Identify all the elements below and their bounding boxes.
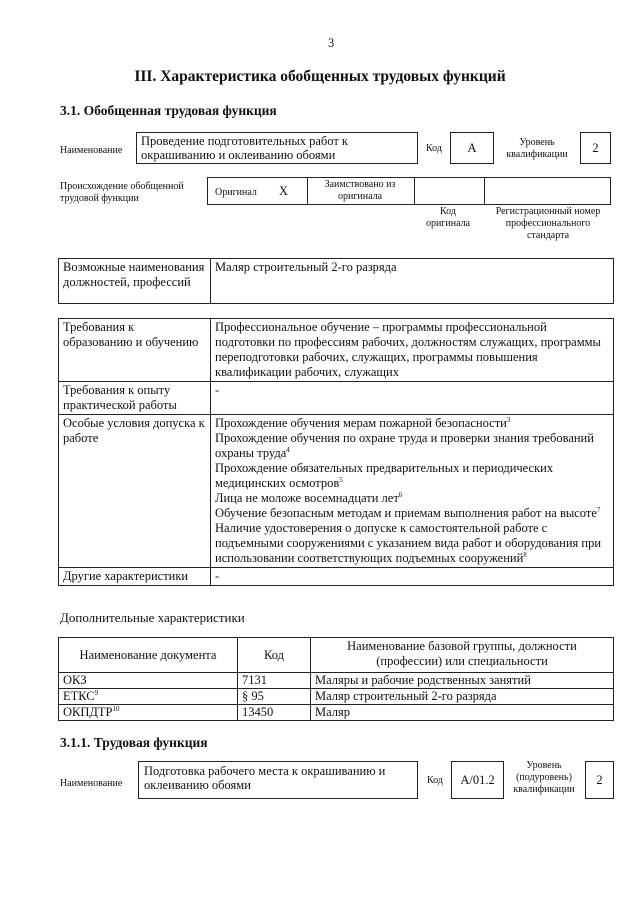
- row-doc: ОКПДТР$^{10}$: [59, 705, 238, 721]
- requirements-table: [58, 318, 614, 586]
- tf-name-label: Наименование: [60, 778, 123, 789]
- positions-label: Возможные наименования должностей, профессий: [59, 259, 211, 304]
- education-value: Профессиональное обучение – программы профессиональной подготовки по профессиям рабочих, должностям служащих, программы переподготовки рабочих, служащих, программы повышения квалификации рабочих, служащих: [211, 319, 614, 382]
- tf-code-value: А/01.2: [460, 773, 495, 787]
- special-item: Наличие удостоверения о допуске к самостоятельной работе с подъемными сооружениями с указанием вида работ и оборудования при использовании соответствующих подъемных сооружений$^8$: [215, 521, 602, 565]
- row-name: Маляры и рабочие родственных занятий: [311, 673, 614, 689]
- special-label: Особые условия допуска к работе: [59, 415, 211, 568]
- row-doc: ОКЗ: [59, 673, 238, 689]
- col-name-header: Наименование базовой группы, должности (профессии) или специальности: [311, 638, 614, 673]
- table-row: [59, 705, 614, 721]
- special-list: [211, 415, 614, 568]
- education-label: Требования к образованию и обучению: [59, 319, 211, 382]
- page-number: 3: [328, 36, 335, 50]
- table-row: [59, 689, 614, 705]
- gtf-level-label: Уровень квалификации: [506, 137, 568, 160]
- gtf-level-box: [580, 132, 611, 164]
- tf-level-label: Уровень (подуровень) квалификации: [513, 760, 575, 795]
- special-item: Прохождение обучения по охране труда и проверки знания требований охраны труда$^4$: [215, 431, 594, 460]
- reg-number-label: Регистрационный номер профессионального стандарта: [495, 206, 601, 241]
- row-code: § 95: [238, 689, 311, 705]
- gtf-name-label: Наименование: [60, 145, 123, 156]
- other-value: -: [211, 568, 614, 586]
- gtf-code-label: Код: [426, 143, 442, 154]
- table-row: [59, 673, 614, 689]
- section-title: III. Характеристика обобщенных трудовых функций: [134, 68, 506, 85]
- positions-value: Маляр строительный 2-го разряда: [211, 259, 614, 304]
- row-doc: ЕТКС$^9$: [59, 689, 238, 705]
- row-name: Маляр: [311, 705, 614, 721]
- gtf-name-value: Проведение подготовительных работ к окрашиванию и оклеиванию обоями: [141, 134, 348, 162]
- origin-label: Происхождение обобщенной трудовой функции: [60, 181, 184, 204]
- original-label: Оригинал: [215, 187, 257, 198]
- tf-name-value: Подготовка рабочего места к окрашиванию и оклеиванию обоями: [144, 764, 386, 792]
- tf-name-box: [138, 761, 418, 799]
- borrowed-label: Заимствовано из оригинала: [324, 179, 396, 202]
- col-code-header: Код: [238, 638, 311, 673]
- experience-label: Требования к опыту практической работы: [59, 382, 211, 415]
- original-mark: X: [279, 184, 289, 198]
- row-code: 13450: [238, 705, 311, 721]
- tf-level-value: 2: [596, 773, 603, 787]
- special-item: Обучение безопасным методам и приемам выполнения работ на высоте$^7$: [215, 505, 601, 520]
- special-item: Прохождение обязательных предварительных и периодических медицинских осмотров$^5$: [215, 461, 554, 490]
- col-doc-header: Наименование документа: [59, 638, 238, 673]
- other-label: Другие характеристики: [59, 568, 211, 586]
- gtf-heading: 3.1. Обобщенная трудовая функция: [60, 103, 277, 118]
- additional-table: [58, 637, 614, 721]
- special-item: Прохождение обучения мерам пожарной безопасности$^3$: [215, 415, 511, 430]
- experience-value: -: [211, 382, 614, 415]
- gtf-code-value: А: [467, 141, 477, 155]
- tf-code-label: Код: [427, 775, 443, 786]
- tf-level-box: [585, 761, 614, 799]
- code-original-label: Код оригинала: [425, 206, 471, 229]
- tf-heading: 3.1.1. Трудовая функция: [60, 735, 208, 750]
- special-item: Лица не моложе восемнадцати лет$^6$: [215, 490, 403, 505]
- tf-code-box: [451, 761, 504, 799]
- row-name: Маляр строительный 2-го разряда: [311, 689, 614, 705]
- gtf-code-box: [450, 132, 494, 164]
- positions-table: [58, 258, 614, 304]
- gtf-level-value: 2: [592, 141, 599, 155]
- row-code: 7131: [238, 673, 311, 689]
- gtf-name-box: [136, 132, 418, 164]
- additional-heading: Дополнительные характеристики: [60, 610, 245, 625]
